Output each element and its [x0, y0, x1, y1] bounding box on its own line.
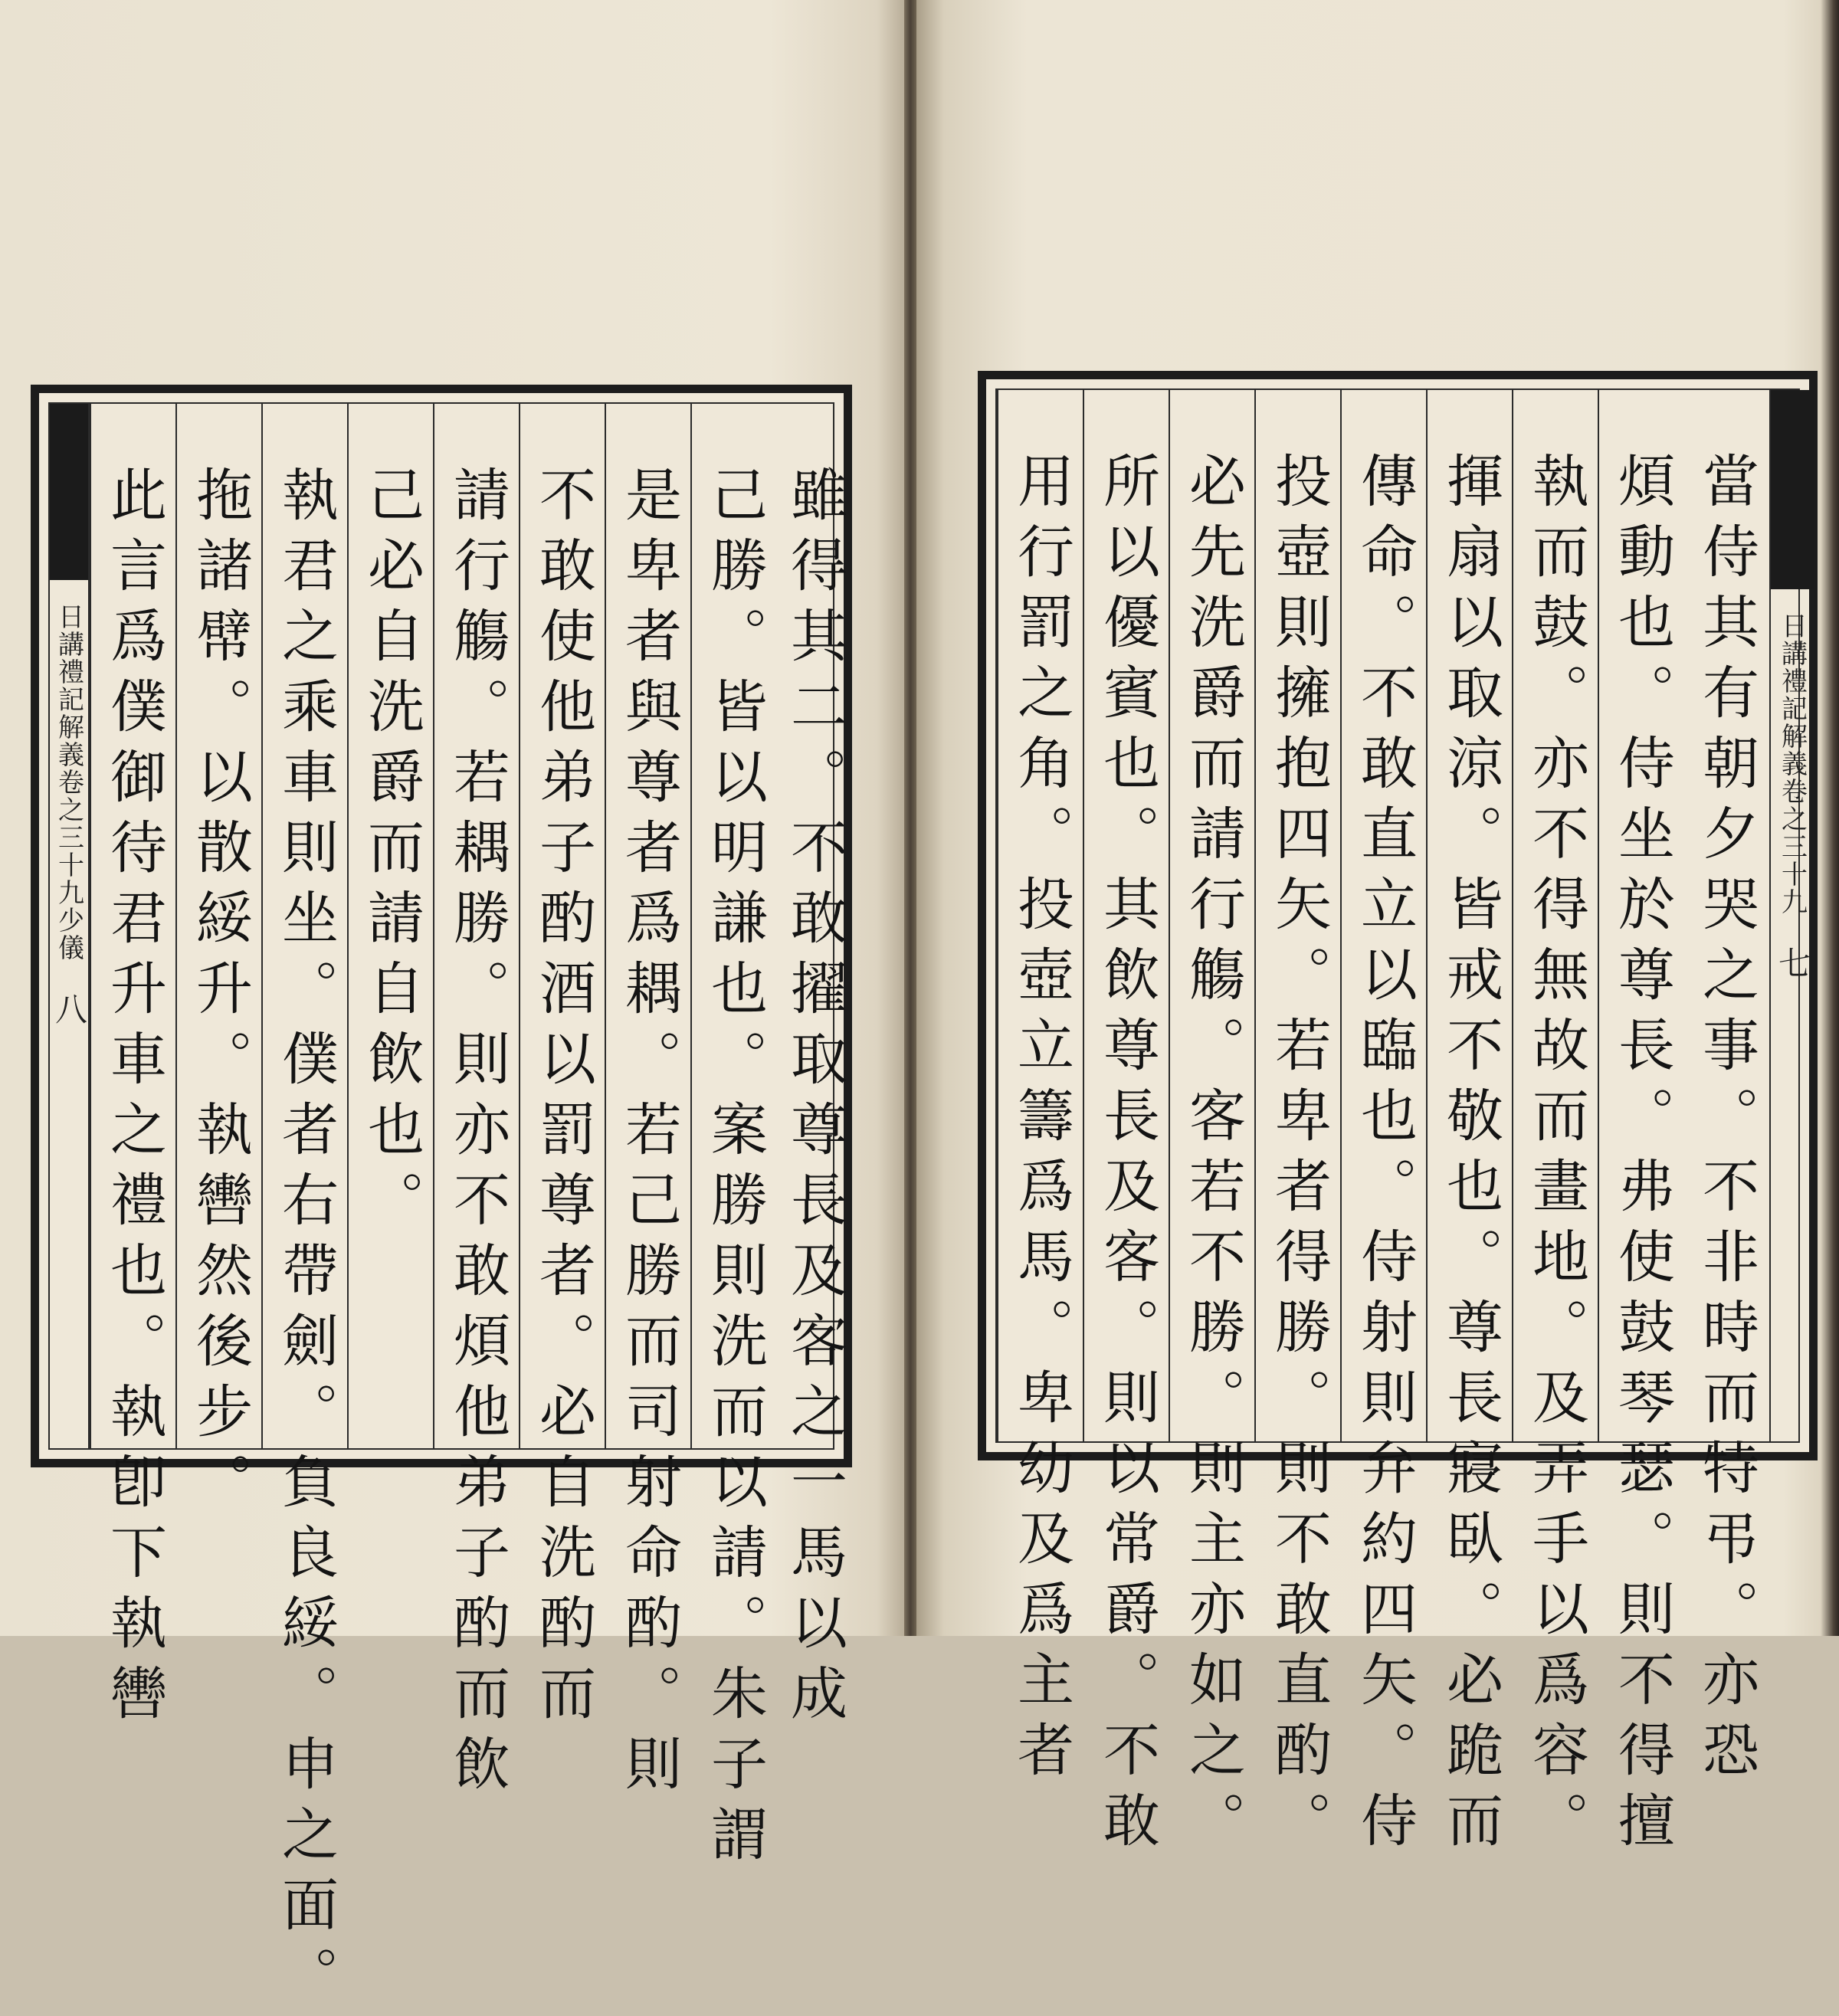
- right-page: [916, 0, 1839, 1861]
- right-fish-tail-top: [1771, 390, 1814, 589]
- right-column-5: [1340, 390, 1428, 1861]
- right-column-2: [1598, 390, 1685, 1861]
- right-column-text: 投壺則擁抱四矢。若卑者得勝。則不敢直酌。: [1266, 451, 1332, 1861]
- left-column-9: [90, 404, 177, 1734]
- left-column-text: 雖得其二。不敢擢取尊長及客之一馬以成: [782, 465, 847, 1734]
- right-column-text: 煩動也。侍坐於尊長。弗使鼓琴瑟。則不得擅: [1609, 451, 1675, 1861]
- left-column-text: 不敢使他弟子酌酒以罰尊者。必自洗酌而: [530, 465, 596, 1734]
- right-column-4: [1426, 390, 1513, 1861]
- right-column-text: 當侍其有朝夕哭之事。不非時而特弔。亦恐: [1693, 451, 1759, 1791]
- left-banxin: [50, 404, 90, 1448]
- left-column-1: [776, 404, 853, 1734]
- left-text-frame: [31, 385, 852, 2016]
- left-column-8: [175, 404, 263, 1523]
- left-column-text: 執君之乘車則坐。僕者右帶劍。負良綏。申之面。: [273, 465, 339, 2016]
- right-banxin-leaf: 七: [1774, 946, 1811, 978]
- right-column-text: 必先洗爵而請行觴。客若不勝。則主亦如之。: [1180, 451, 1246, 1861]
- left-column-text: 請行觴。若耦勝。則亦不敢煩他弟子酌而飲: [444, 465, 510, 1805]
- right-column-6: [1254, 390, 1342, 1861]
- right-column-7: [1169, 390, 1256, 1861]
- book-gutter: [904, 0, 916, 1636]
- right-column-8: [1083, 390, 1170, 1861]
- right-column-3: [1512, 390, 1599, 1861]
- right-column-text: 所以優賓也。其飲尊長及客。則以常爵。不敢: [1094, 451, 1160, 1861]
- left-column-4: [519, 404, 606, 1734]
- right-column-text: 揮扇以取涼。皆戒不敬也。尊長寢臥。必跪而: [1437, 451, 1503, 1861]
- left-column-text: 是卑者與尊者爲耦。若己勝而司射命酌。則: [616, 465, 682, 1805]
- right-column-text: 傳命。不敢直立以臨也。侍射則弁約四矢。侍: [1352, 451, 1418, 1861]
- left-column-2: [690, 404, 778, 1875]
- left-column-5: [433, 404, 520, 1805]
- left-frame-inner: [48, 402, 847, 2016]
- right-column-text: 執而鼓。亦不得無故而畫地。及弄手以爲容。: [1523, 451, 1589, 1861]
- left-banxin-leaf: 八: [51, 992, 88, 1024]
- right-banxin-title: 日講禮記解義卷之三十九: [1776, 612, 1808, 916]
- right-column-text: 用行罰之角。投壺立籌爲馬。卑幼及爲主者: [1008, 451, 1074, 1791]
- left-column-text: 拖諸幦。以散綏升。執轡然後步。: [187, 465, 253, 1523]
- left-banxin-title: 日講禮記解義卷之三十九少儀: [53, 603, 84, 962]
- left-column-7: [261, 404, 349, 2016]
- left-fish-tail-top: [50, 404, 88, 580]
- left-column-3: [605, 404, 692, 1805]
- right-frame-inner: [995, 388, 1811, 1861]
- left-column-text: 己勝。皆以明謙也。案勝則洗而以請。朱子謂: [702, 465, 768, 1875]
- right-column-9: [997, 390, 1084, 1791]
- left-page: [0, 0, 904, 2016]
- right-text-frame: [978, 371, 1818, 1861]
- left-column-text: 此言爲僕御待君升車之禮也。執卽下執轡: [101, 465, 167, 1734]
- left-column-6: [347, 404, 434, 1448]
- left-column-text: 己必自洗爵而請自飲也。: [359, 465, 425, 1241]
- right-column-1: [1683, 390, 1769, 1791]
- right-banxin: [1769, 390, 1814, 1441]
